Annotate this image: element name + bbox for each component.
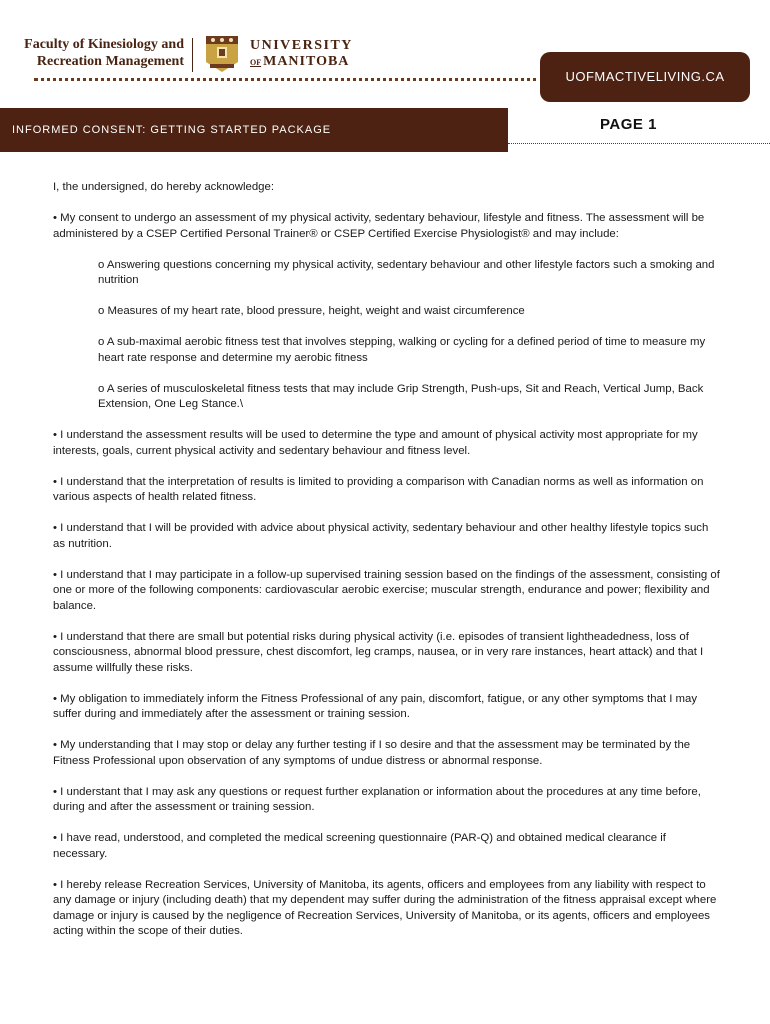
assessment-sub-item: o Measures of my heart rate, blood pressure, height, weight and waist circumference — [98, 305, 525, 317]
consent-item: • My obligation to immediately inform the Fitness Professional of any pain, discomfort, fatigue, or any other symptoms that I may suffer during and immediately after the assessment or training session. — [53, 692, 698, 720]
consent-item: • I understant that I may ask any questions or request further explanation or information about the procedures at any time before, during and after the assessment or training session. — [53, 785, 701, 813]
section-banner: INFORMED CONSENT: GETTING STARTED PACKAGE — [0, 108, 508, 152]
logo-divider — [192, 38, 193, 72]
consent-item: • I hereby release Recreation Services, University of Manitoba, its agents, officers and employees from any liability with respect to any damage or injury (including death) that my dependent may suffer during the administration of the fitness appraisal except where damage or injury is caused by the negligence of Recreation Services, University of Manitoba, or its agents, officers and employees acting within the scope of their duties. — [53, 878, 717, 937]
university-wordmark — [250, 38, 353, 71]
faculty-line-2: Recreation Management — [36, 54, 184, 69]
university-line-2 — [250, 54, 353, 71]
university-of: OF — [250, 58, 262, 67]
consent-item: • I understand that I will be provided with advice about physical activity, sedentary behaviour and other healthy lifestyle topics such as nutrition. — [53, 522, 709, 550]
faculty-line-1: Faculty of Kinesiology and — [24, 37, 184, 52]
consent-item: • I understand that I may participate in a follow-up supervised training session based on the findings of the assessment, consisting of one or more of the following components: cardiovascular aerobic exercise; muscular strength, endurance and power; flexibility and balance. — [53, 568, 720, 612]
university-manitoba: MANITOBA — [263, 54, 350, 69]
assessment-sub-item: o A series of musculoskeletal fitness tests that may include Grip Strength, Push-ups, Sit and Reach, Vertical Jump, Back Extension, One Leg Stance.\ — [98, 382, 704, 410]
consent-body — [53, 180, 721, 955]
consent-item: • My consent to undergo an assessment of my physical activity, sedentary behaviour, lifestyle and fitness. The assessment will be administered by a CSEP Certified Personal Trainer® or CSEP Certified Exercise Physiologist® and may include: — [53, 212, 705, 240]
consent-item: • I have read, understood, and completed the medical screening questionnaire (PAR-Q) and obtained medical clearance if necessary. — [53, 832, 666, 860]
consent-item: • I understand that the interpretation of results is limited to providing a comparison with Canadian norms as well as information on various aspects of health related fitness. — [53, 475, 704, 503]
page-dotted-line — [508, 143, 770, 144]
page-header — [0, 0, 770, 160]
assessment-sub-item: o A sub-maximal aerobic fitness test that involves stepping, walking or cycling for a defined period of time to measure my heart rate response and determine my aerobic fitness — [98, 336, 706, 364]
consent-item: • My understanding that I may stop or delay any further testing if I so desire and that the assessment may be terminated by the Fitness Professional upon observation of any symptoms of undue distress or abnormal response. — [53, 739, 691, 767]
website-link[interactable]: UOFMACTIVELIVING.CA — [540, 52, 750, 102]
intro-text: I, the undersigned, do hereby acknowledge: — [53, 181, 275, 193]
university-crest-icon — [204, 32, 240, 74]
consent-item: • I understand that there are small but potential risks during physical activity (i.e. episodes of transient lightheadedness, loss of consciousness, abnormal blood pressure, chest discomfort, leg cramps, nausea, or in very rare instances, heart attack) and that I assume willfully these risks. — [53, 630, 704, 674]
faculty-name — [20, 36, 184, 70]
dotted-divider — [34, 78, 544, 81]
university-line-1: UNIVERSITY — [250, 38, 353, 53]
assessment-sub-item: o Answering questions concerning my physical activity, sedentary behaviour and other lifestyle factors such a smoking and nutrition — [98, 258, 715, 286]
consent-item: • I understand the assessment results will be used to determine the type and amount of physical activity most appropriate for my interests, goals, current physical activity and sedentary behaviour and fitness level. — [53, 429, 698, 457]
page-number: PAGE 1 — [600, 116, 657, 133]
